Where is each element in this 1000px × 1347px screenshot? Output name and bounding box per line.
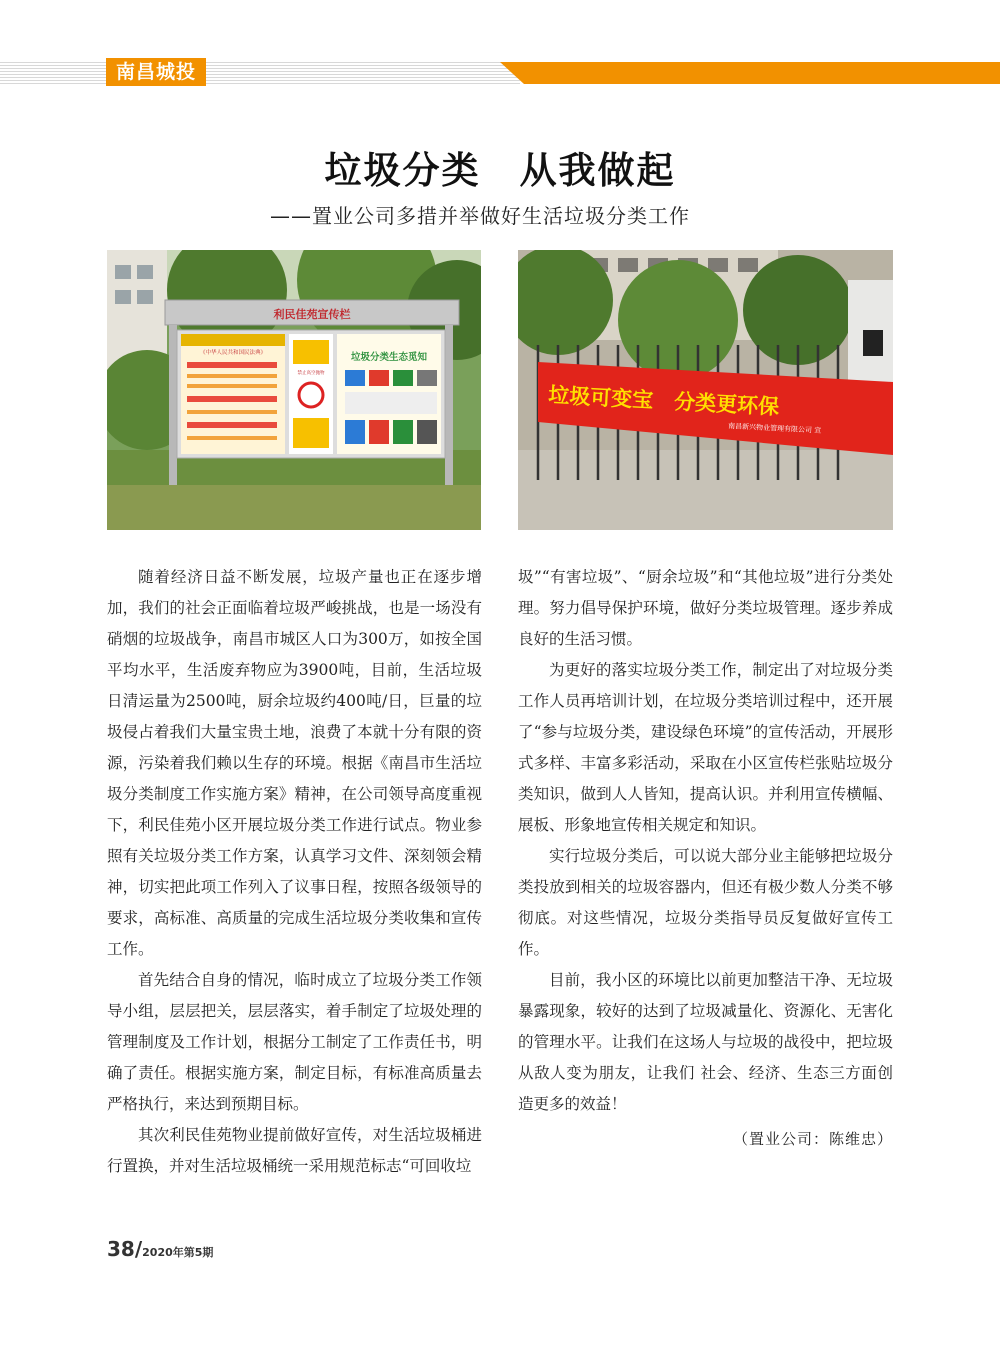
photo-fence-banner xyxy=(518,250,893,530)
article-subtitle: ——置业公司多措并举做好生活垃圾分类工作 xyxy=(270,204,690,228)
board-title: 利民佳苑宣传栏 xyxy=(273,308,351,321)
panel-law: 《中华人民共和国民法典》 xyxy=(199,350,267,356)
page-number: 38/ xyxy=(107,1237,143,1261)
header-stripes xyxy=(0,62,520,84)
banner-org: 南昌新兴物业管理有限公司 宣 xyxy=(727,422,822,435)
page-footer xyxy=(107,1237,213,1261)
section-label: 南昌城投 xyxy=(106,58,206,86)
text-column-right xyxy=(518,562,893,1155)
paragraph: 实行垃圾分类后，可以说大部分业主能够把垃圾分类投放到相关的垃圾容器内，但还有极少数人分类不够彻底。对这些情况，垃圾分类指导员反复做好宣传工作。 xyxy=(518,847,893,958)
author-byline: （置业公司：陈维忠） xyxy=(732,1130,893,1148)
paragraph: 其次利民佳苑物业提前做好宣传，对生活垃圾桶进行置换，并对生活垃圾桶统一采用规范标志“可回收垃 xyxy=(107,1126,482,1175)
header-orange-band xyxy=(500,62,1000,84)
banner-text: 垃圾可变宝 分类更环保 xyxy=(547,383,780,420)
paragraph: 目前，我小区的环境比以前更加整洁干净、无垃圾暴露现象，较好的达到了垃圾减量化、资源化、无害化的管理水平。让我们在这场人与垃圾的战役中，把垃圾从敌人变为朋友，让我们 社会、经济、生态三方面创造更多的效益！ xyxy=(518,971,893,1113)
paragraph: 随着经济日益不断发展，垃圾产量也正在逐步增加，我们的社会正面临着垃圾严峻挑战，也是一场没有硝烟的垃圾战争，南昌市城区人口为300万，如按全国平均水平，生活废弃物应为3900吨，目前，生活垃圾日清运量为2500吨，厨余垃圾约400吨/日，巨量的垃圾侵占着我们大量宝贵土地，浪费了本就十分有限的资源，污染着我们赖以生存的环境。根据《南昌市生活垃圾分类制度工作实施方案》精神，在公司领导高度重视下，利民佳苑小区开展垃圾分类工作进行试点。物业参照有关垃圾分类工作方案，认真学习文件、深刻领会精神，切实把此项工作列入了议事日程，按照各级领导的要求，高标准、高质量的完成生活垃圾分类收集和宣传工作。 xyxy=(107,568,482,958)
panel-sign: 禁止高空抛物 xyxy=(297,371,325,376)
photo-bulletin-board xyxy=(107,250,481,530)
panel-main: 垃圾分类生态觅知 xyxy=(350,352,428,363)
paragraph: 首先结合自身的情况，临时成立了垃圾分类工作领导小组，层层把关，层层落实，着手制定了垃圾处理的管理制度及工作计划，根据分工制定了工作责任书，明确了责任。根据实施方案，制定目标，有标准高质量去严格执行，来达到预期目标。 xyxy=(107,971,482,1113)
article-title: 垃圾分类 从我做起 xyxy=(324,149,676,192)
paragraph-continued: 圾”“有害垃圾”、“厨余垃圾”和“其他垃圾”进行分类处理。努力倡导保护环境，做好分类垃圾管理。逐步养成良好的生活习惯。 xyxy=(518,568,893,648)
paragraph: 为更好的落实垃圾分类工作，制定出了对垃圾分类工作人员再培训计划，在垃圾分类培训过程中，还开展了“参与垃圾分类，建设绿色环境”的宣传活动，开展形式多样、丰富多彩活动，采取在小区宣传栏张贴垃圾分类知识，做到人人皆知，提高认识。并利用宣传横幅、展板、形象地宣传相关规定和知识。 xyxy=(518,661,893,834)
text-column-left xyxy=(107,562,482,1182)
issue-label: 2020年第5期 xyxy=(142,1246,214,1259)
